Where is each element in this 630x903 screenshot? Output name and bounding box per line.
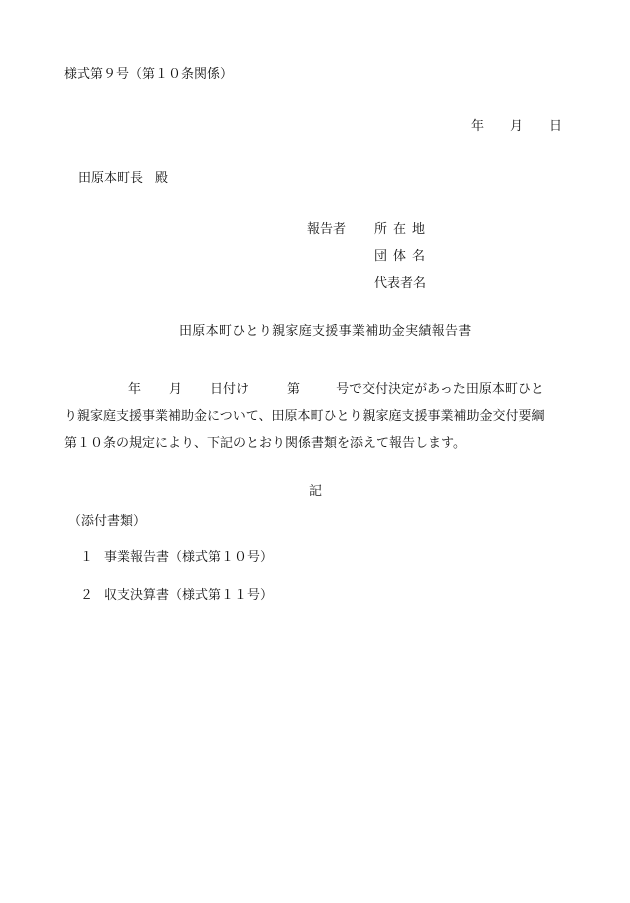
form-number: 様式第９号（第１０条関係） bbox=[64, 67, 234, 82]
date-year-label: 年 bbox=[471, 119, 485, 134]
attachments-heading: （添付書類） bbox=[68, 514, 147, 529]
reporter-field-address: 所在地 bbox=[374, 222, 432, 237]
document-title: 田原本町ひとり親家庭支援事業補助金実績報告書 bbox=[179, 324, 472, 339]
body-line-1 bbox=[64, 376, 576, 403]
body-dated: 日付け bbox=[210, 382, 250, 397]
body-year: 年 bbox=[128, 382, 142, 397]
date-day-label: 日 bbox=[549, 119, 563, 134]
attachment-item bbox=[80, 551, 273, 564]
body-line-3: 第１０条の規定により、下記のとおり関係書類を添えて報告します。 bbox=[64, 436, 466, 451]
body-month: 月 bbox=[169, 382, 183, 397]
body-line1-rest: 号で交付決定があった田原本町ひと bbox=[336, 382, 544, 397]
addressee-name: 田原本町長 bbox=[78, 171, 144, 186]
date-month-label: 月 bbox=[510, 119, 524, 134]
reporter-label: 報告者 bbox=[307, 222, 347, 237]
attachment-label: 事業報告書（様式第１０号） bbox=[104, 550, 274, 565]
addressee bbox=[78, 172, 168, 185]
body-line-2: り親家庭支援事業補助金について、田原本町ひとり親家庭支援事業補助金交付要綱 bbox=[64, 409, 545, 424]
ki-heading: 記 bbox=[309, 484, 323, 499]
attachment-item bbox=[80, 589, 273, 602]
addressee-honorific: 殿 bbox=[155, 171, 169, 186]
attachment-label: 収支決算書（様式第１１号） bbox=[104, 588, 274, 603]
reporter-field-organization: 団体名 bbox=[374, 249, 432, 264]
attachment-number: １ bbox=[80, 550, 94, 565]
reporter-field-representative: 代表者名 bbox=[374, 276, 427, 291]
attachment-number: ２ bbox=[80, 588, 94, 603]
body-dai: 第 bbox=[287, 382, 301, 397]
body-paragraph bbox=[64, 376, 576, 457]
date-line bbox=[471, 120, 562, 133]
